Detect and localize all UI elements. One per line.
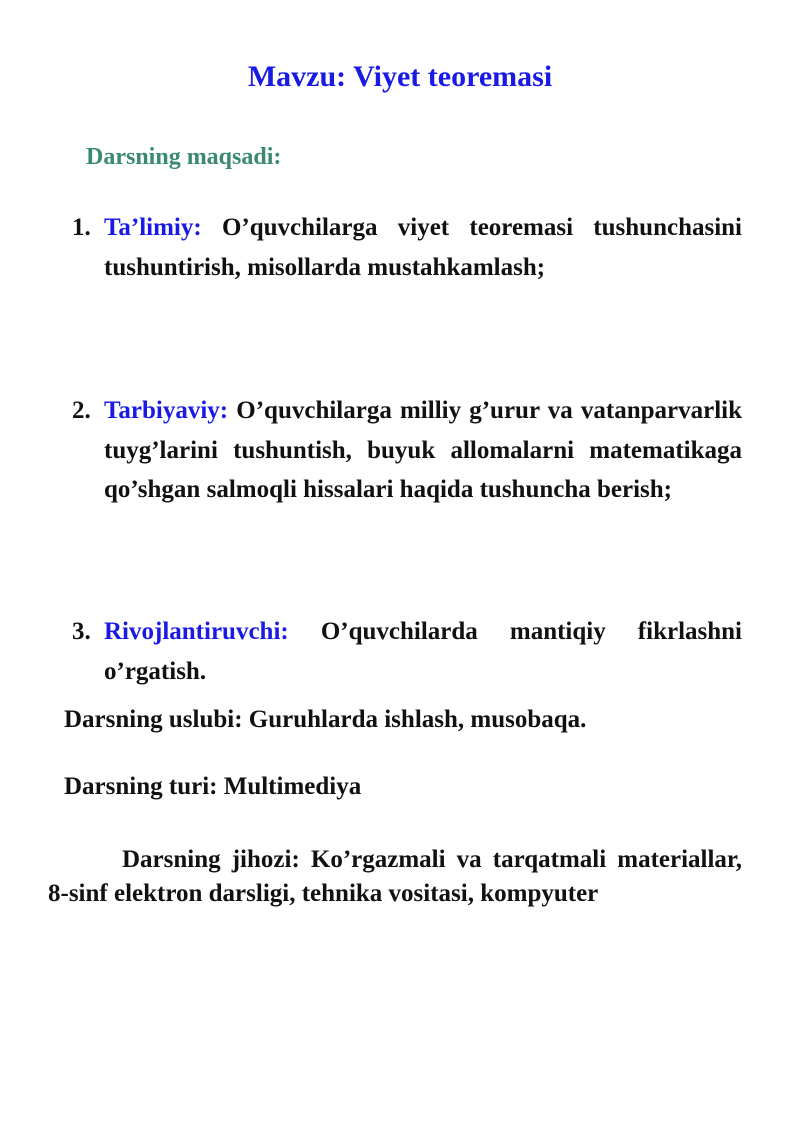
goal-number: 3. [72, 618, 91, 645]
goal-number: 2. [72, 397, 91, 424]
lesson-equipment: Darsning jihozi: Ko’rgazmali va tarqatmali materiallar, 8-sinf elektron darsligi, tehnika vositasi, kompyuter [48, 846, 742, 907]
goal-item-educational [72, 208, 742, 287]
goal-text: O’quvchilarga viyet teoremasi tushunchasini tushuntirish, misollarda mustahkamlash; [104, 214, 742, 281]
goal-item-upbringing [72, 391, 742, 510]
goal-item-developmental [72, 612, 742, 691]
section-heading-goals: Darsning maqsadi: [86, 144, 282, 170]
goal-number: 1. [72, 214, 91, 241]
goal-text: O’quvchilarga milliy g’urur va vatanparvarlik tuyg’larini tushuntish, buyuk allomalarni matematikaga qo’shgan salmoqli hissalari haqida tushuncha berish; [104, 397, 743, 503]
goal-body [104, 208, 742, 287]
goal-label: Rivojlantiruvchi: [104, 618, 289, 645]
goal-text: O’quvchilarda mantiqiy fikrlashni o’rgatish. [104, 618, 742, 685]
goal-body [104, 391, 742, 510]
goal-label: Ta’limiy: [104, 214, 202, 241]
lesson-method: Darsning uslubi: Guruhlarda ishlash, musobaqa. [64, 706, 587, 733]
lesson-type: Darsning turi: Multimediya [64, 773, 362, 800]
page-title: Mavzu: Viyet teoremasi [247, 60, 553, 93]
goal-label: Tarbiyaviy: [104, 397, 229, 424]
goal-body [104, 612, 742, 691]
